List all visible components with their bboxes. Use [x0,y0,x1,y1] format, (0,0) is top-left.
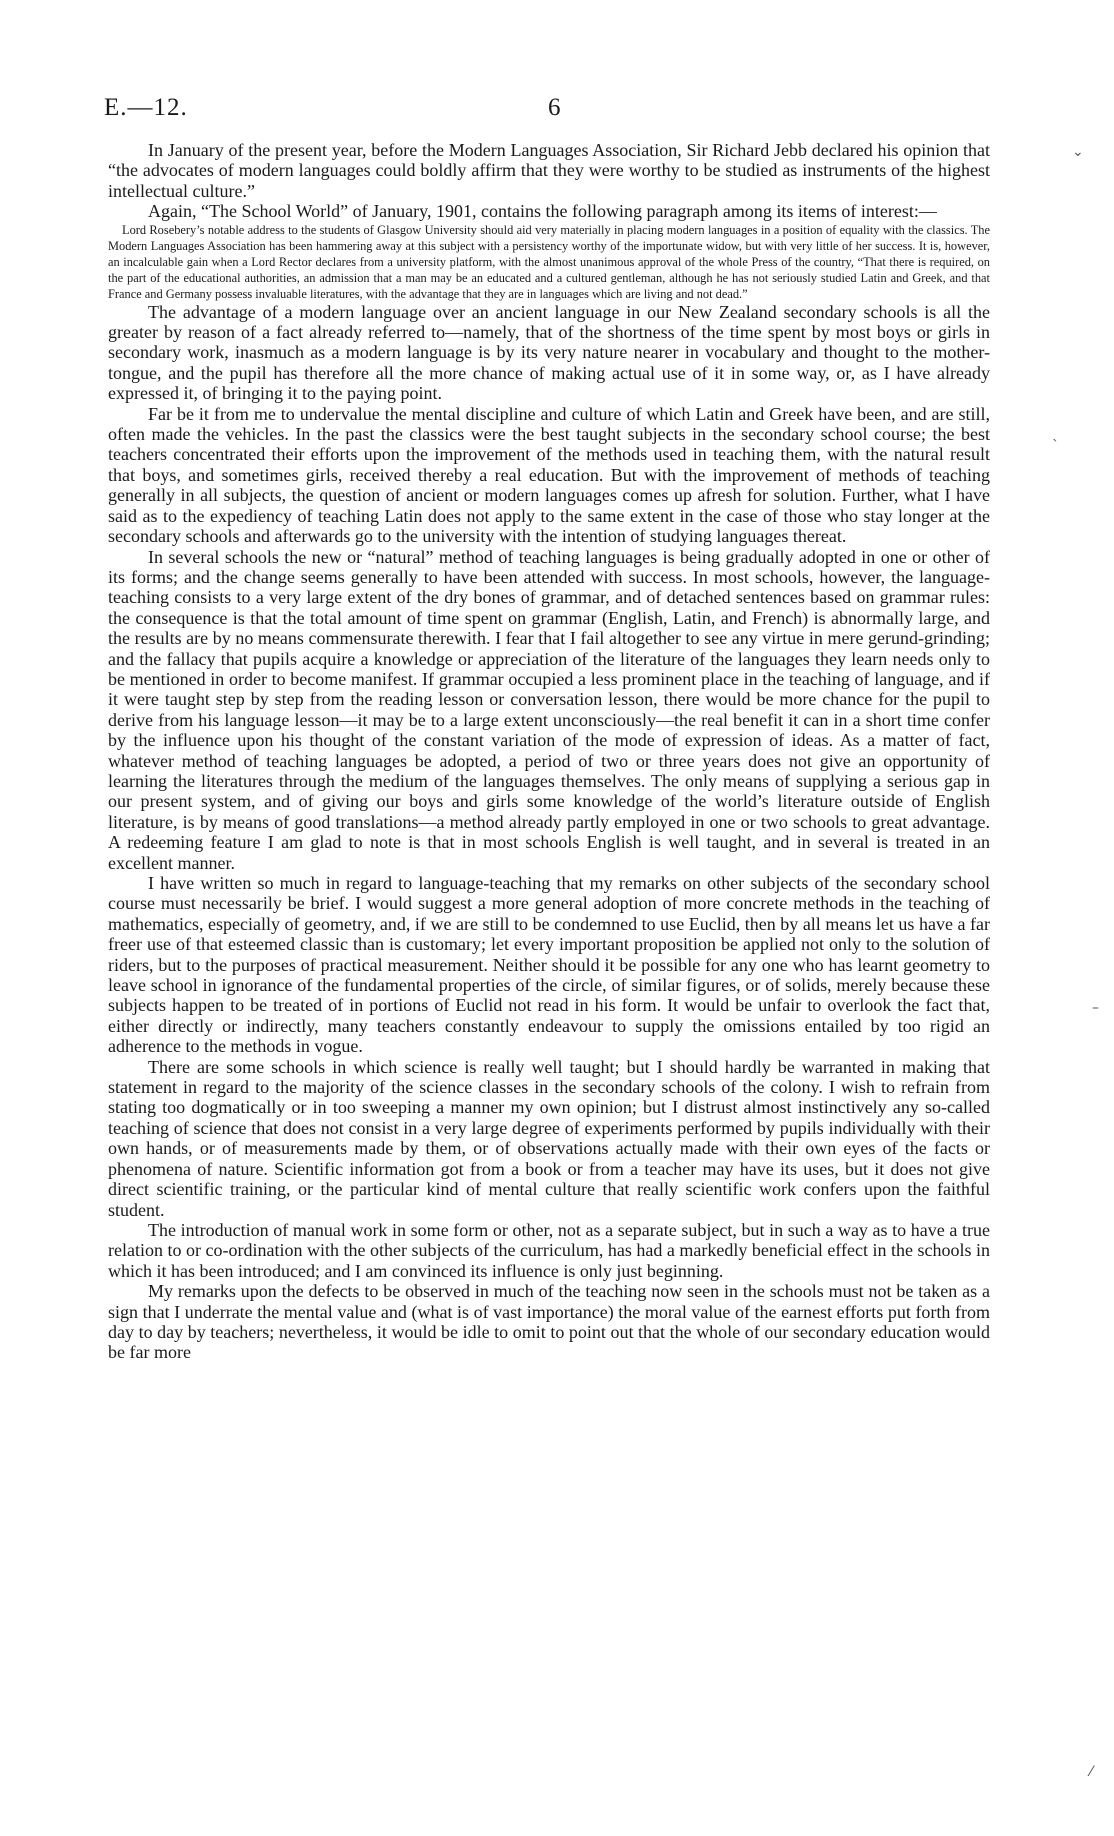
document-reference: E.—12. [104,94,188,121]
paragraph-manual-work: The introduction of manual work in some form or other, not as a separate subject, but in such a way as to have a true relation to or co-ordination with the other subjects of the curriculum, has had a markedly beneficial effect in the schools in which it has been introduced; and I am convinced its influence is only just beginning. [108,1219,990,1281]
paragraph-modern-language-advantage: The advantage of a modern language over an ancient language in our New Zealand secondary schools is all the greater by reason of a fact already referred to—namely, that of the shortness of the time spent by most boys or girls in secondary work, inasmuch as a modern language is by its very nature nearer in vocabulary and thought to the mother-tongue, and the pupil has therefore all the more chance of making actual use of it in some way, or, as I have already expressed it, of bringing it to the paying point. [108,301,990,404]
paragraph-science: There are some schools in which science is really well taught; but I should hardly be warranted in making that statement in regard to the majority of the science classes in the secondary schools of the colony. I wish to refrain from stating too dogmatically or in too sweeping a manner my own opinion; but I distrust almost instinctively any so-called teaching of science that does not consist in a very large degree of experiments performed by pupils individually with their own hands, or of measurements made by them, or of observations actually made with their own eyes of the facts or phenomena of nature. Scientific information got from a book or from a teacher may have its uses, but it does not give direct scientific training, or the particular kind of mental culture that really scientific work confers upon the faithful student. [108,1056,990,1220]
page-header [104,88,1004,128]
paragraph-natural-method: In several schools the new or “natural” method of teaching languages is being gradually adopted in one or other of its forms; and the change seems generally to have been attended with success. In most schools, however, the language-teaching consists to a very large extent of the dry bones of grammar, and of detached sentences based on grammar rules: the consequence is that the total amount of time spent on grammar (English, Latin, and French) is abnormally large, and the results are by no means commensurate therewith. I fear that I fail altogether to see any virtue in mere gerund-grinding; and the fallacy that pupils acquire a knowledge or appreciation of the literature of the languages they learn needs only to be mentioned in order to become manifest. If grammar occupied a less prominent place in the teaching of language, and if it were taught step by step from the reading lesson or conversation lesson, there would be more chance for the pupil to derive from his language lesson—it may be to a large extent unconsciously—the real benefit it can in a short time confer by the influence upon his thought of the constant variation of the mode of expression of ideas. As a matter of fact, whatever method of teaching languages be adopted, a period of two or three years does not give an opportunity of learning the literatures through the medium of the languages themselves. The only means of supplying a serious gap in our present system, and of giving our boys and girls some knowledge of the world’s literature outside of English literature, is by means of good translations—a method already partly employed in one or two schools to great advantage. A redeeming feature I am glad to note is that in most schools English is well taught, and in several is treated in an excellent manner. [108,546,990,873]
page-number: 6 [548,94,561,121]
paragraph-remarks: My remarks upon the defects to be observed in much of the teaching now seen in the schools must not be taken as a sign that I underrate the mental value and (what is of vast importance) the moral value of the earnest efforts put forth from day to day by teachers; nevertheless, it would be idle to omit to point out that the whole of our secondary education would be far more [108,1281,990,1363]
paragraph-school-world: Again, “The School World” of January, 1901, contains the following paragraph among its items of interest:— [148,201,937,222]
margin-mark: ˎ [1052,426,1059,442]
document-body [108,140,990,1363]
margin-mark: ⁄ [1090,1764,1093,1780]
margin-mark: – [1092,1000,1099,1016]
quote-text: Lord Rosebery’s notable address to the students of Glasgow University should aid very materially in placing modern languages in a position of equality with the classics. The Modern Languages Association has been hammering away at this subject with a persistency worthy of the importunate widow, but with very little of her success. It is, however, an incalculable gain when a Lord Rector declares from a university platform, with the almost unanimous approval of the whole Press of the country, “That there is required, on the part of the educational authorities, an admission that a man may be an educated and a cultured gentleman, although he has not seriously studied Latin and Greek, and that France and Germany possess invaluable literatures, with the advantage that they are in languages which are living and not dead.” [108,222,990,301]
block-quote [108,222,990,302]
paragraph-mathematics: I have written so much in regard to language-teaching that my remarks on other subjects of the secondary school course must necessarily be brief. I would suggest a more general adoption of more concrete methods in the teaching of mathematics, especially of geometry, and, if we are still to be condemned to use Euclid, then by all means let us have a far freer use of that esteemed classic than is customary; let every important proposition be applied not only to the solution of riders, but to the purposes of practical measurement. Neither should it be possible for any one who has learnt geometry to leave school in ignorance of the fundamental properties of the circle, of similar figures, or of solids, merely because these subjects happen to be treated of in portions of Euclid not read in his form. It would be unfair to overlook the fact that, either directly or indirectly, many teachers constantly endeavour to supply the omissions entailed by too rigid an adherence to the methods in vogue. [108,873,990,1057]
paragraph-jebb: In January of the present year, before the Modern Languages Association, Sir Richard Jebb declared his opinion that “the advocates of modern languages could boldly affirm that they were worthy to be studied as instruments of the highest intellectual culture.” [108,140,990,201]
paragraph-classics: Far be it from me to undervalue the mental discipline and culture of which Latin and Greek have been, and are still, often made the vehicles. In the past the classics were the best taught subjects in the secondary school course; the best teachers concentrated their efforts upon the improvement of the methods used in teaching them, with the natural result that boys, and sometimes girls, received thereby a real education. But with the improvement of methods of teaching generally in all subjects, the question of ancient or modern languages comes up afresh for solution. Further, what I have said as to the expediency of teaching Latin does not apply to the same extent in the case of those who stay longer at the secondary schools and afterwards go to the university with the intention of studying languages thereat. [108,403,990,547]
margin-mark: ⌄ [1072,144,1084,160]
